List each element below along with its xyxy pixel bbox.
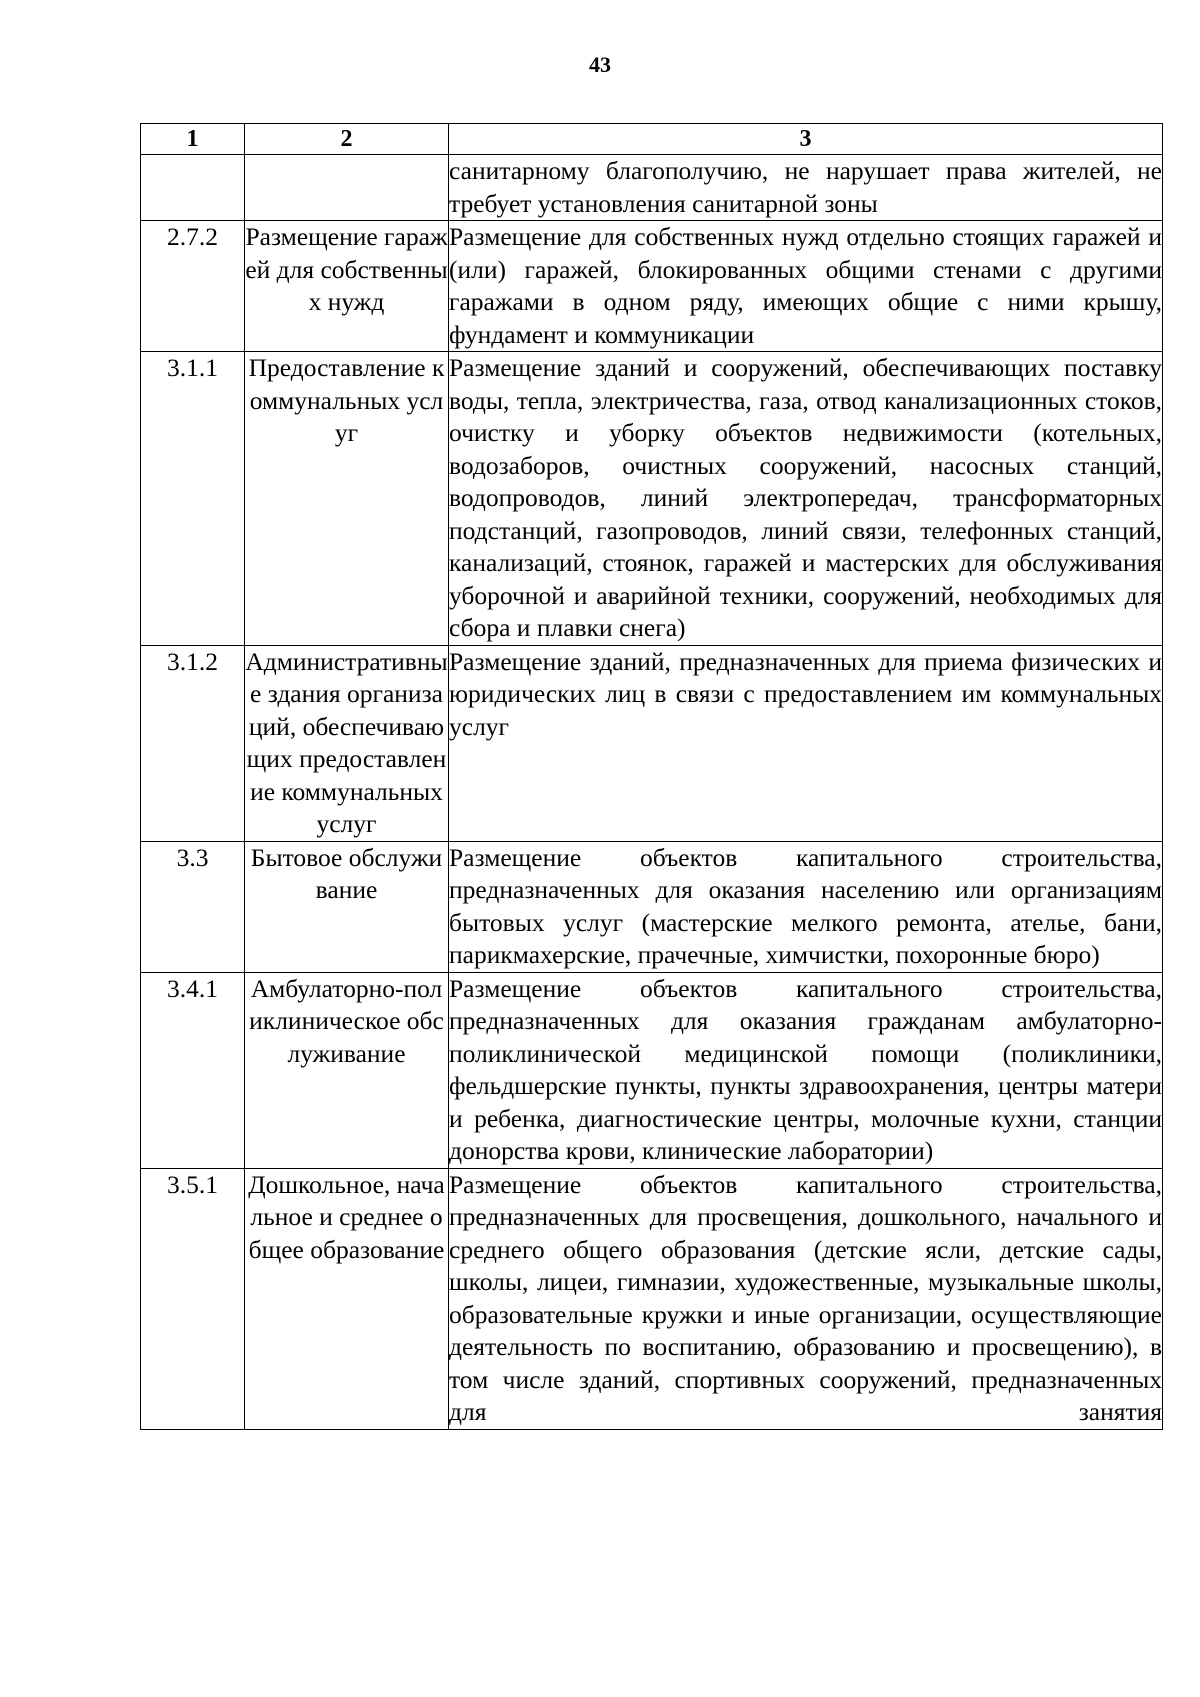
column-header-1: 1 <box>141 124 245 155</box>
table-row <box>141 1168 1163 1429</box>
row-description: Размещение для собственных нужд отдельно стоящих гаражей и (или) гаражей, блокированных общими стенами с другими гаражами в одном ряду, имеющих общие с ними крышу, фундамент и коммуникации <box>449 221 1163 352</box>
row-description: Размещение объектов капитального строительства, предназначенных для оказания гражданам амбулаторно-поликлинической медицинской помощи (поликлиники, фельдшерские пункты, пункты здравоохранения, центры матери и ребенка, диагностические центры, молочные кухни, станции донорства крови, клинические лаборатории) <box>449 972 1163 1168</box>
row-code: 3.5.1 <box>141 1168 245 1429</box>
table-row <box>141 221 1163 352</box>
row-code: 3.3 <box>141 841 245 972</box>
table-row <box>141 155 1163 221</box>
row-description: Размещение объектов капитального строительства, предназначенных для просвещения, дошкольного, начального и среднего общего образования (детские ясли, детские сады, школы, лицеи, гимназии, художественные, музыкальные школы, образовательные кружки и иные организации, осуществляющие деятельность по воспитанию, образованию и просвещению), в том числе зданий, спортивных сооружений, предназначенных для занятия <box>449 1168 1163 1429</box>
row-description: Размещение зданий, предназначенных для приема физических и юридических лиц в связи с предоставлением им коммунальных услуг <box>449 645 1163 841</box>
row-name: Амбулаторно-поликлиническое обслуживание <box>245 972 449 1168</box>
table-header-row <box>141 124 1163 155</box>
row-description: санитарному благополучию, не нарушает права жителей, не требует установления санитарной зоны <box>449 155 1163 221</box>
row-name: Дошкольное, начальное и среднее общее образование <box>245 1168 449 1429</box>
page-number: 43 <box>589 52 611 77</box>
land-use-table <box>140 123 1163 1430</box>
column-header-2: 2 <box>245 124 449 155</box>
row-code: 3.4.1 <box>141 972 245 1168</box>
row-description: Размещение зданий и сооружений, обеспечивающих поставку воды, тепла, электричества, газа, отвод канализационных стоков, очистку и уборку объектов недвижимости (котельных, водозаборов, очистных сооружений, насосных станций, водопроводов, линий электропередач, трансформаторных подстанций, газопроводов, линий связи, телефонных станций, канализаций, стоянок, гаражей и мастерских для обслуживания уборочной и аварийной техники, сооружений, необходимых для сбора и плавки снега) <box>449 352 1163 646</box>
row-name: Размещение гаражей для собственных нужд <box>245 221 449 352</box>
column-header-3: 3 <box>449 124 1163 155</box>
row-name: Административные здания организаций, обеспечивающих предоставление коммунальных услуг <box>245 645 449 841</box>
table-row <box>141 972 1163 1168</box>
table-row <box>141 841 1163 972</box>
row-code <box>141 155 245 221</box>
row-name: Предоставление коммунальных услуг <box>245 352 449 646</box>
row-code: 3.1.1 <box>141 352 245 646</box>
row-code: 3.1.2 <box>141 645 245 841</box>
row-description: Размещение объектов капитального строительства, предназначенных для оказания населению или организациям бытовых услуг (мастерские мелкого ремонта, ателье, бани, парикмахерские, прачечные, химчистки, похоронные бюро) <box>449 841 1163 972</box>
row-name: Бытовое обслуживание <box>245 841 449 972</box>
row-name <box>245 155 449 221</box>
table-row <box>141 645 1163 841</box>
table-row <box>141 352 1163 646</box>
row-code: 2.7.2 <box>141 221 245 352</box>
